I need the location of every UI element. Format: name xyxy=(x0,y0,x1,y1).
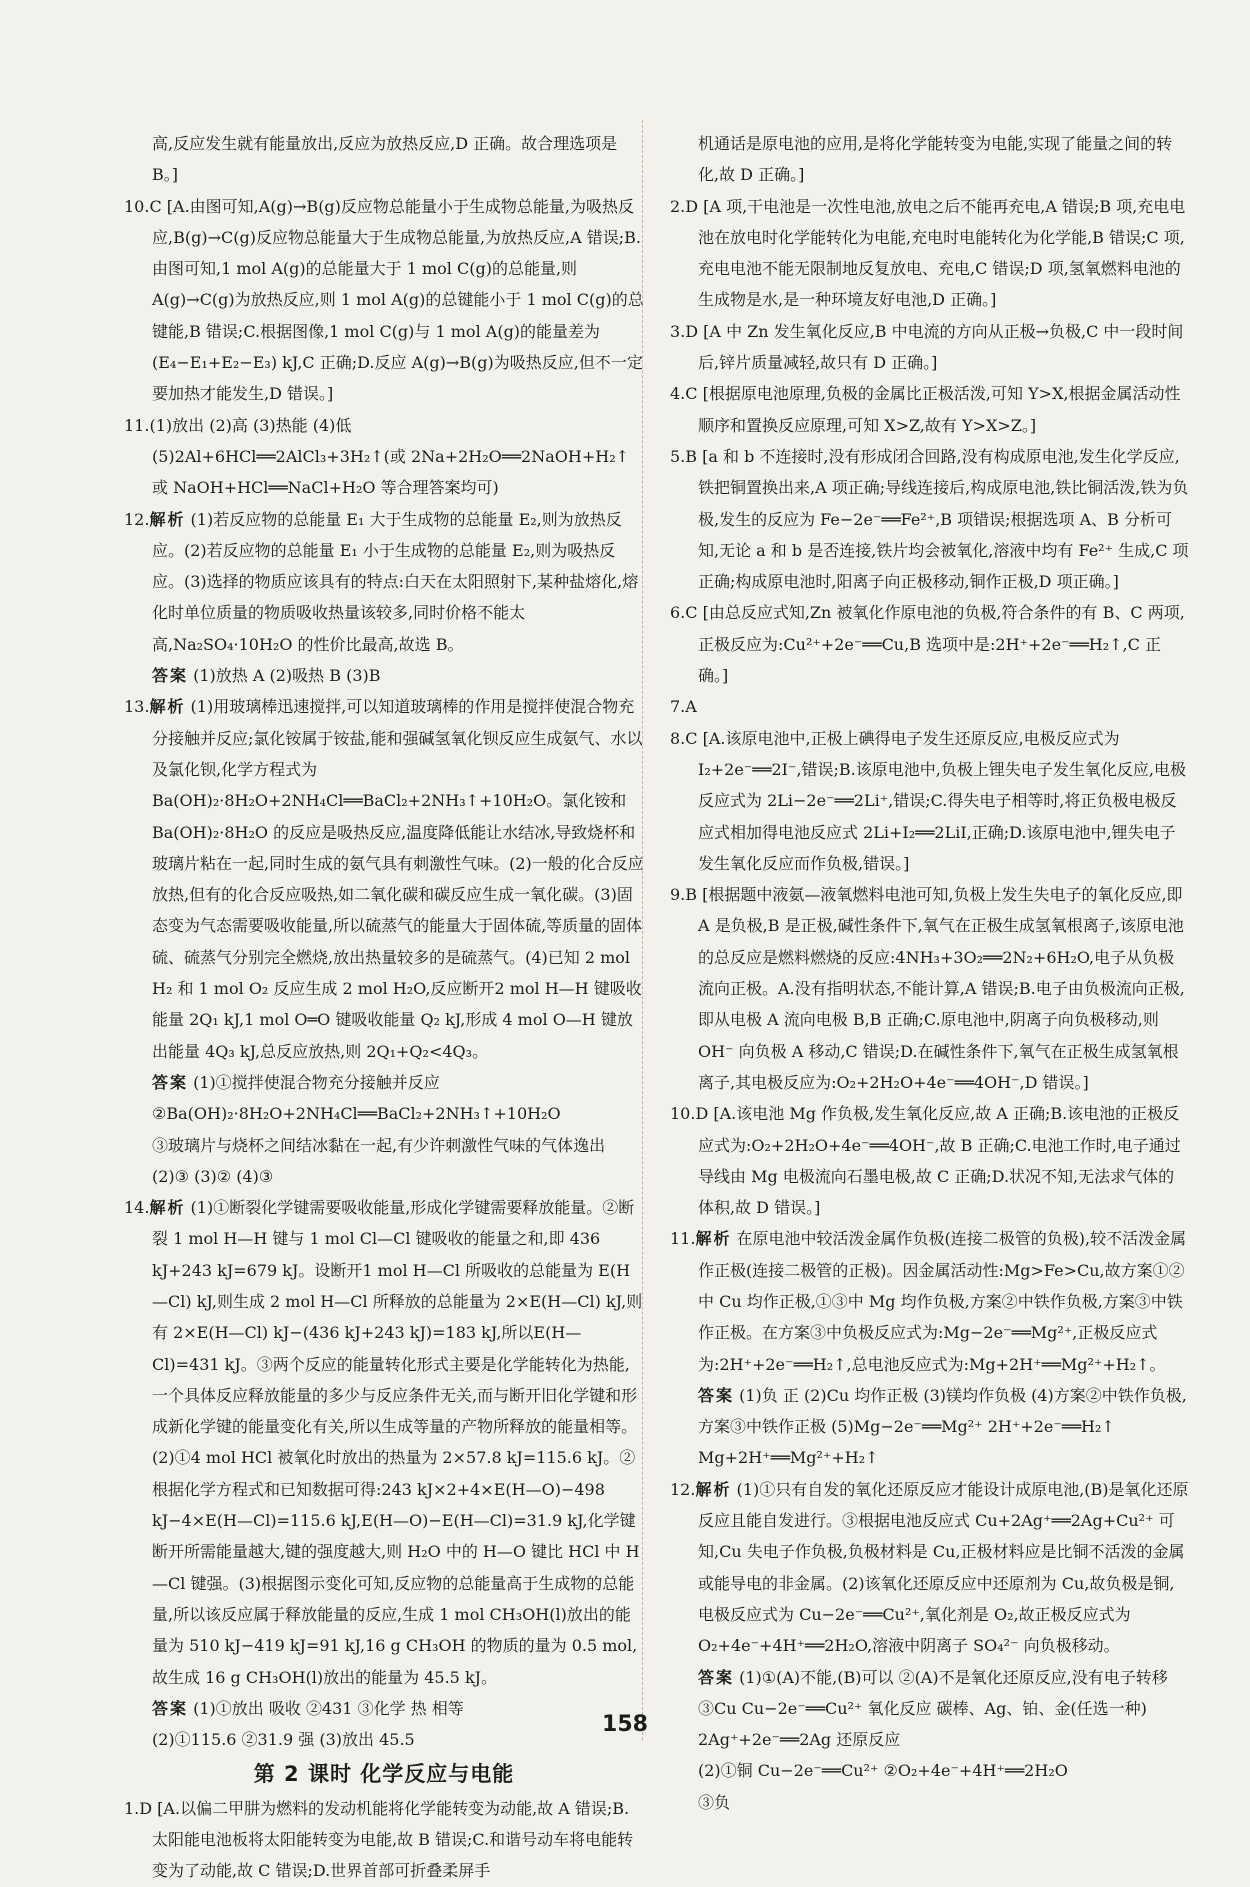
analysis-block xyxy=(670,1223,1190,1379)
answer-block xyxy=(670,1662,1190,1756)
continuation-text: ③负 xyxy=(698,1792,731,1812)
answer-label: 答案 xyxy=(152,1072,189,1092)
column-divider xyxy=(642,120,643,1740)
answer-item: 11.(1)放出 (2)高 (3)热能 (4)低 xyxy=(124,415,352,435)
answer-text: (1)放热 A (2)吸热 B (3)B xyxy=(188,666,381,686)
analysis-label: 解析 xyxy=(149,509,186,529)
answer-item: 7.A xyxy=(670,697,697,717)
analysis-text: (1)①只有自发的氧化还原反应才能设计成原电池,(B)是氧化还原反应且能自发进行。③根据电池反应式 Cu+2Ag⁺══2Ag+Cu²⁺ 可知,Cu 失电子作负极,负极材料是 Cu,正极材料应是比铜不活泼的金属或能导电的非金属。(2)该氧化还原反应中还原剂为 Cu,故负极是铜,电极反应式为 Cu−2e⁻══Cu²⁺,氧化剂是 O₂,故正极反应式为 O₂+4e⁻+4H⁺══2H₂O,溶液中阴离子 SO₄²⁻ 向负极移动。 xyxy=(698,1479,1189,1656)
answer-label: 答案 xyxy=(152,666,189,686)
answer-item: 1.D [A.以偏二甲肼为燃料的发动机能将化学能转变为动能,故 A 错误;B.太阳能电池板将太阳能转变为电能,故 B 错误;C.和谐号动车将电能转变为了动能,故 C 错误;D.世界首部可折叠柔屏手 xyxy=(124,1798,634,1881)
left-column xyxy=(124,128,644,1887)
answer-label: 答案 xyxy=(152,1698,189,1718)
continuation-text: 高,反应发生就有能量放出,反应为放热反应,D 正确。故合理选项是 B。] xyxy=(152,134,618,185)
question-number: 12. xyxy=(670,1479,696,1499)
answer-item: 8.C [A.该原电池中,正极上碘得电子发生还原反应,电极反应式为 I₂+2e⁻══2I⁻,错误;B.该原电池中,负极上锂失电子发生氧化反应,电极反应式为 2Li−2e⁻══2Li⁺,错误;C.得失电子相等时,将正负极电极反应式相加得电池反应式 2Li+I₂══2LiI,正确;D.该原电池中,锂失电子发生氧化反应而作负极,错误。] xyxy=(670,728,1186,873)
analysis-block xyxy=(124,691,644,1067)
answer-label: 答案 xyxy=(698,1385,735,1405)
answer-block xyxy=(670,1380,1190,1474)
answer-label: 答案 xyxy=(698,1667,735,1687)
analysis-label: 解析 xyxy=(695,1229,732,1249)
question-number: 14. xyxy=(124,1198,150,1218)
question-number: 11. xyxy=(670,1229,696,1249)
answer-text: (1)①搅拌使混合物充分接触并反应 xyxy=(188,1072,440,1092)
continuation-text: ③玻璃片与烧杯之间结冰黏在一起,有少许刺激性气味的气体逸出 xyxy=(152,1135,606,1155)
analysis-block xyxy=(124,504,644,660)
continuation-text: (2)①115.6 ②31.9 强 (3)放出 45.5 xyxy=(152,1730,415,1750)
answer-item: 3.D [A 中 Zn 发生氧化反应,B 中电流的方向从正极→负极,C 中一段时间后,锌片质量减轻,故只有 D 正确。] xyxy=(670,321,1184,373)
analysis-text: 在原电池中较活泼金属作负极(连接二极管的负极),较不活泼金属作正极(连接二极管的正极)。因金属活动性:Mg>Fe>Cu,故方案①②中 Cu 均作正极,①③中 Mg 均作负极,方案②中铁作负极,方案③中铁作正极。在方案③中负极反应式为:Mg−2e⁻══Mg²⁺,正极反应式为:2H⁺+2e⁻══H₂↑,总电池反应式为:Mg+2H⁺══Mg²⁺+H₂↑。 xyxy=(698,1229,1187,1374)
answer-item: 5.B [a 和 b 不连接时,没有形成闭合回路,没有构成原电池,发生化学反应,铁把铜置换出来,A 项正确;导线连接后,构成原电池,铁比铜活泼,铁为负极,发生的反应为 Fe−2e⁻══Fe²⁺,B 项错误;根据选项 A、B 分析可知,无论 a 和 b 是否连接,铁片均会被氧化,溶液中均有 Fe²⁺ 生成,C 项正确;构成原电池时,阳离子向正极移动,铜作正极,D 项正确。] xyxy=(670,446,1189,592)
answer-item: 6.C [由总反应式知,Zn 被氧化作原电池的负极,符合条件的有 B、C 两项,正极反应为:Cu²⁺+2e⁻══Cu,B 选项中是:2H⁺+2e⁻══H₂↑,C 正确。] xyxy=(670,603,1185,686)
continuation-text: ②Ba(OH)₂·8H₂O+2NH₄Cl══BaCl₂+2NH₃↑+10H₂O xyxy=(152,1104,561,1124)
answer-item: 10.D [A.该电池 Mg 作负极,发生氧化反应,故 A 正确;B.该电池的正极反应式为:O₂+2H₂O+4e⁻══4OH⁻,故 B 正确;C.电池工作时,电子通过导线由 Mg 电极流向石墨电极,故 C 正确;D.状况不知,无法求气体的体积,故 D 错误。] xyxy=(670,1104,1181,1218)
right-column xyxy=(670,128,1190,1818)
analysis-text: (1)若反应物的总能量 E₁ 大于生成物的总能量 E₂,则为放热反应。(2)若反应物的总能量 E₁ 小于生成物的总能量 E₂,则为吸热反应。(3)选择的物质应该具有的特点:白天在太阳照射下,某种盐熔化,熔化时单位质量的物质吸收热量该较多,同时价格不能太高,Na₂SO₄·10H₂O 的性价比最高,故选 B。 xyxy=(152,509,639,654)
analysis-block xyxy=(670,1474,1190,1662)
analysis-text: (1)用玻璃棒迅速搅拌,可以知道玻璃棒的作用是搅拌使混合物充分接触并反应;氯化铵属于铵盐,能和强碱氢氧化钡反应生成氨气、水以及氯化钡,化学方程式为 Ba(OH)₂·8H₂O+2NH₄Cl══BaCl₂+2NH₃↑+10H₂O。氯化铵和 Ba(OH)₂·8H₂O 的反应是吸热反应,温度降低能让水结冰,导致烧杯和玻璃片粘在一起,同时生成的氨气具有刺激性气味。(2)一般的化合反应放热,但有的化合反应吸热,如二氧化碳和碳反应生成一氧化碳。(3)固态变为气态需要吸收能量,所以硫蒸气的能量大于固体硫,等质量的固体硫、硫蒸气分别完全燃烧,放出热量较多的是硫蒸气。(4)已知 2 mol H₂ 和 1 mol O₂ 反应生成 2 mol H₂O,反应断开2 mol H—H 键吸收能量 2Q₁ kJ,1 mol O═O 键吸收能量 Q₂ kJ,形成 4 mol O—H 键放出能量 4Q₃ kJ,总反应放热,则 2Q₁+Q₂<4Q₃。 xyxy=(152,697,644,1061)
analysis-label: 解析 xyxy=(149,697,186,717)
continuation-text: (2)①铜 Cu−2e⁻══Cu²⁺ ②O₂+4e⁻+4H⁺══2H₂O xyxy=(698,1761,1068,1781)
answer-item: 2.D [A 项,干电池是一次性电池,放电之后不能再充电,A 错误;B 项,充电电池在放电时化学能转化为电能,充电时电能转化为化学能,B 错误;C 项,充电电池不能无限制地反复放电、充电,C 错误;D 项,氢氧燃料电池的生成物是水,是一种环境友好电池,D 正确。] xyxy=(670,196,1186,310)
answer-item: 9.B [根据题中液氨—液氧燃料电池可知,负极上发生失电子的氧化反应,即 A 是负极,B 是正极,碱性条件下,氧气在正极生成氢氧根离子,该原电池的总反应是燃料燃烧的反应:4NH₃+3O₂══2N₂+6H₂O,电子从负极流向正极。A.没有指明状态,不能计算,A 错误;B.电子由负极流向正极,即从电极 A 流向电极 B,B 正确;C.原电池中,阴离子向负极移动,则 OH⁻ 向负极 A 移动,C 错误;D.在碱性条件下,氧气在正极生成氢氧根离子,其电极反应为:O₂+2H₂O+4e⁻══4OH⁻,D 错误。] xyxy=(670,885,1185,1092)
answer-item: 4.C [根据原电池原理,负极的金属比正极活泼,可知 Y>X,根据金属活动性顺序和置换反应原理,可知 X>Z,故有 Y>X>Z。] xyxy=(670,384,1181,435)
page-number: 158 xyxy=(602,1712,648,1737)
analysis-label: 解析 xyxy=(149,1198,186,1218)
continuation-text: (5)2Al+6HCl══2AlCl₃+3H₂↑(或 2Na+2H₂O══2NaOH+H₂↑或 NaOH+HCl══NaCl+H₂O 等合理答案均可) xyxy=(152,446,630,498)
analysis-block xyxy=(124,1192,644,1693)
question-number: 13. xyxy=(124,697,150,717)
continuation-text: (2)③ (3)② (4)③ xyxy=(152,1166,274,1186)
analysis-label: 解析 xyxy=(695,1479,732,1499)
answer-block xyxy=(124,660,644,691)
answer-text: (1)①放出 吸收 ②431 ③化学 热 相等 xyxy=(188,1698,464,1718)
analysis-text: (1)①断裂化学键需要吸收能量,形成化学键需要释放能量。②断裂 1 mol H—H 键与 1 mol Cl—Cl 键吸收的能量之和,即 436 kJ+243 kJ=679 kJ。设断开1 mol H—Cl 所吸收的总能量为 E(H—Cl) kJ,则生成 2 mol H—Cl 所释放的总能量为 2×E(H—Cl) kJ,则有 2×E(H—Cl) kJ−(436 kJ+243 kJ)=183 kJ,所以E(H—Cl)=431 kJ。③两个反应的能量转化形式主要是化学能转化为热能,一个具体反应释放能量的多少与反应条件无关,而与断开旧化学键和形成新化学键的能量变化有关,所以生成等量的产物所释放的能量相等。(2)①4 mol HCl 被氧化时放出的热量为 2×57.8 kJ=115.6 kJ。②根据化学方程式和已知数据可得:243 kJ×2+4×E(H—O)−498 kJ−4×E(H—Cl)=115.6 kJ,E(H—O)−E(H—Cl)=31.9 kJ,化学键断开所需能量越大,键的强度越大,则 H₂O 中的 H—O 键比 HCl 中 H—Cl 键强。(3)根据图示变化可知,反应物的总能量高于生成物的总能量,所以该反应属于释放能量的反应,生成 1 mol CH₃OH(l)放出的能量为 510 kJ−419 kJ=91 kJ,16 g CH₃OH 的物质的量为 0.5 mol,故生成 16 g CH₃OH(l)放出的能量为 45.5 kJ。 xyxy=(152,1198,643,1687)
answer-block xyxy=(124,1067,644,1098)
answer-text: (1)负 正 (2)Cu 均作正极 (3)镁均作负极 (4)方案②中铁作负极,方案③中铁作正极 (5)Mg−2e⁻══Mg²⁺ 2H⁺+2e⁻══H₂↑ Mg+2H⁺══Mg²⁺+H₂↑ xyxy=(698,1385,1187,1468)
answer-text: (1)①(A)不能,(B)可以 ②(A)不是氧化还原反应,没有电子转移 ③Cu Cu−2e⁻══Cu²⁺ 氧化反应 碳棒、Ag、铂、金(任选一种) 2Ag⁺+2e⁻══2Ag 还原反应 xyxy=(698,1667,1168,1750)
question-number: 12. xyxy=(124,509,150,529)
answer-item: 10.C [A.由图可知,A(g)→B(g)反应物总能量小于生成物总能量,为吸热反应,B(g)→C(g)反应物总能量大于生成物总能量,为放热反应,A 错误;B.由图可知,1 mol A(g)的总能量大于 1 mol C(g)的总能量,则 A(g)→C(g)为放热反应,则 1 mol A(g)的总键能小于 1 mol C(g)的总键能,B 错误;C.根据图像,1 mol C(g)与 1 mol A(g)的能量差为(E₄−E₁+E₂−E₃) kJ,C 正确;D.反应 A(g)→B(g)为吸热反应,但不一定要加热才能发生,D 错误。] xyxy=(124,196,644,404)
section-heading: 第 2 课时 化学反应与电能 xyxy=(253,1762,515,1787)
continuation-text: 机通话是原电池的应用,是将化学能转变为电能,实现了能量之间的转化,故 D 正确。] xyxy=(698,134,1173,185)
